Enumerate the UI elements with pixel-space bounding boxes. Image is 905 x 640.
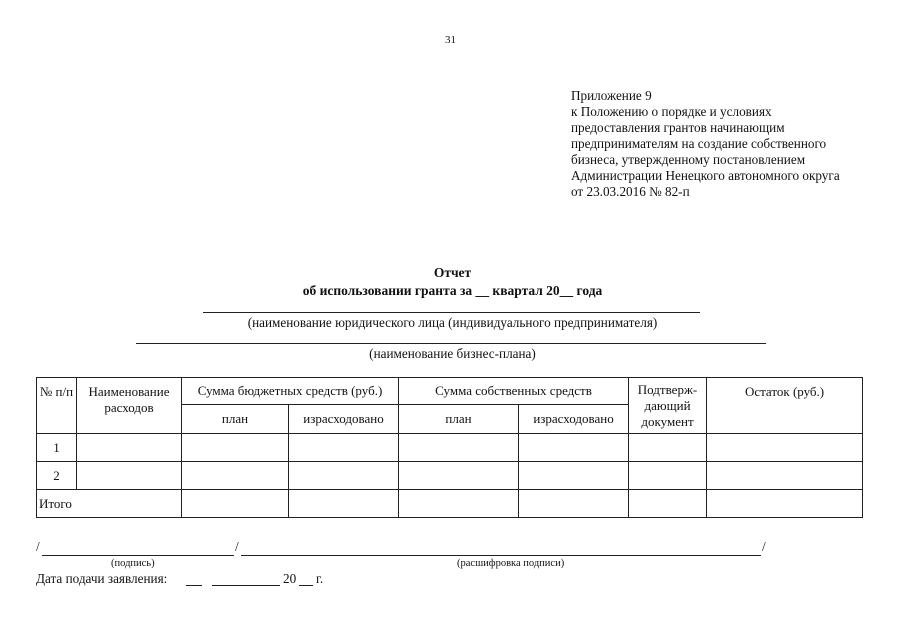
appendix-line: предпринимателям на создание собственного (571, 136, 827, 151)
subheader-own-plan: план (399, 405, 519, 434)
appendix-line: Администрации Ненецкого автономного округа (571, 168, 840, 183)
row-number: 2 (37, 462, 77, 490)
cell-own-spent[interactable] (519, 462, 629, 490)
table-row (37, 434, 863, 462)
subheader-own-spent: израсходовано (519, 405, 629, 434)
report-subtitle: об использовании гранта за __ квартал 20__ года (302, 283, 603, 298)
appendix-line: бизнеса, утвержденному постановлением (571, 152, 806, 167)
entity-name-line[interactable] (203, 312, 700, 313)
cell-name[interactable] (77, 462, 182, 490)
cell-confirm[interactable] (629, 434, 707, 462)
appendix-block (571, 88, 840, 200)
header-num: № п/п (37, 378, 77, 434)
appendix-line: Приложение 9 (571, 88, 652, 103)
page-number: 31 (445, 34, 456, 46)
date-day-blank[interactable] (186, 585, 202, 586)
cell-balance[interactable] (707, 434, 863, 462)
cell-name[interactable] (77, 434, 182, 462)
signature-caption: (подпись) (111, 558, 155, 569)
total-row (37, 490, 863, 518)
header-own: Сумма собственных средств (399, 378, 629, 405)
date-year: 20 (283, 571, 297, 586)
cell-own-plan[interactable] (399, 434, 519, 462)
cell-balance[interactable] (707, 462, 863, 490)
subheader-budget-spent: израсходовано (289, 405, 399, 434)
slash-3: / (762, 539, 766, 554)
entity-name-caption: (наименование юридического лица (индивидуального предпринимателя) (247, 315, 658, 330)
business-plan-caption: (наименование бизнес-плана) (369, 346, 536, 361)
cell-total-own-spent[interactable] (519, 490, 629, 518)
report-table (36, 377, 863, 518)
cell-budget-spent[interactable] (289, 462, 399, 490)
date-month-blank[interactable] (212, 585, 280, 586)
total-label: Итого (37, 490, 182, 518)
row-number: 1 (37, 434, 77, 462)
appendix-line: к Положению о порядке и условиях (571, 104, 772, 119)
appendix-line: от 23.03.2016 № 82-п (571, 184, 690, 199)
header-confirm: Подтверж-дающий документ (629, 378, 707, 434)
subheader-budget-plan: план (182, 405, 289, 434)
cell-total-own-plan[interactable] (399, 490, 519, 518)
cell-budget-spent[interactable] (289, 434, 399, 462)
cell-total-confirm[interactable] (629, 490, 707, 518)
cell-total-budget-plan[interactable] (182, 490, 289, 518)
header-budget: Сумма бюджетных средств (руб.) (182, 378, 399, 405)
cell-budget-plan[interactable] (182, 434, 289, 462)
decryption-caption: (расшифровка подписи) (457, 558, 565, 569)
cell-total-budget-spent[interactable] (289, 490, 399, 518)
table-row (37, 462, 863, 490)
slash-2: / (235, 539, 239, 554)
report-title: Отчет (433, 265, 472, 280)
cell-budget-plan[interactable] (182, 462, 289, 490)
slash-1: / (36, 539, 40, 554)
cell-own-plan[interactable] (399, 462, 519, 490)
business-plan-line[interactable] (136, 343, 766, 344)
signature-line[interactable] (42, 555, 234, 556)
header-name: Наименование расходов (77, 378, 182, 434)
date-suffix: г. (316, 571, 324, 586)
date-year-blank[interactable] (299, 585, 313, 586)
appendix-line: предоставления грантов начинающим (571, 120, 785, 135)
decryption-line[interactable] (241, 555, 761, 556)
date-label: Дата подачи заявления: (36, 571, 168, 586)
cell-confirm[interactable] (629, 462, 707, 490)
header-balance: Остаток (руб.) (707, 378, 863, 434)
cell-total-balance[interactable] (707, 490, 863, 518)
cell-own-spent[interactable] (519, 434, 629, 462)
